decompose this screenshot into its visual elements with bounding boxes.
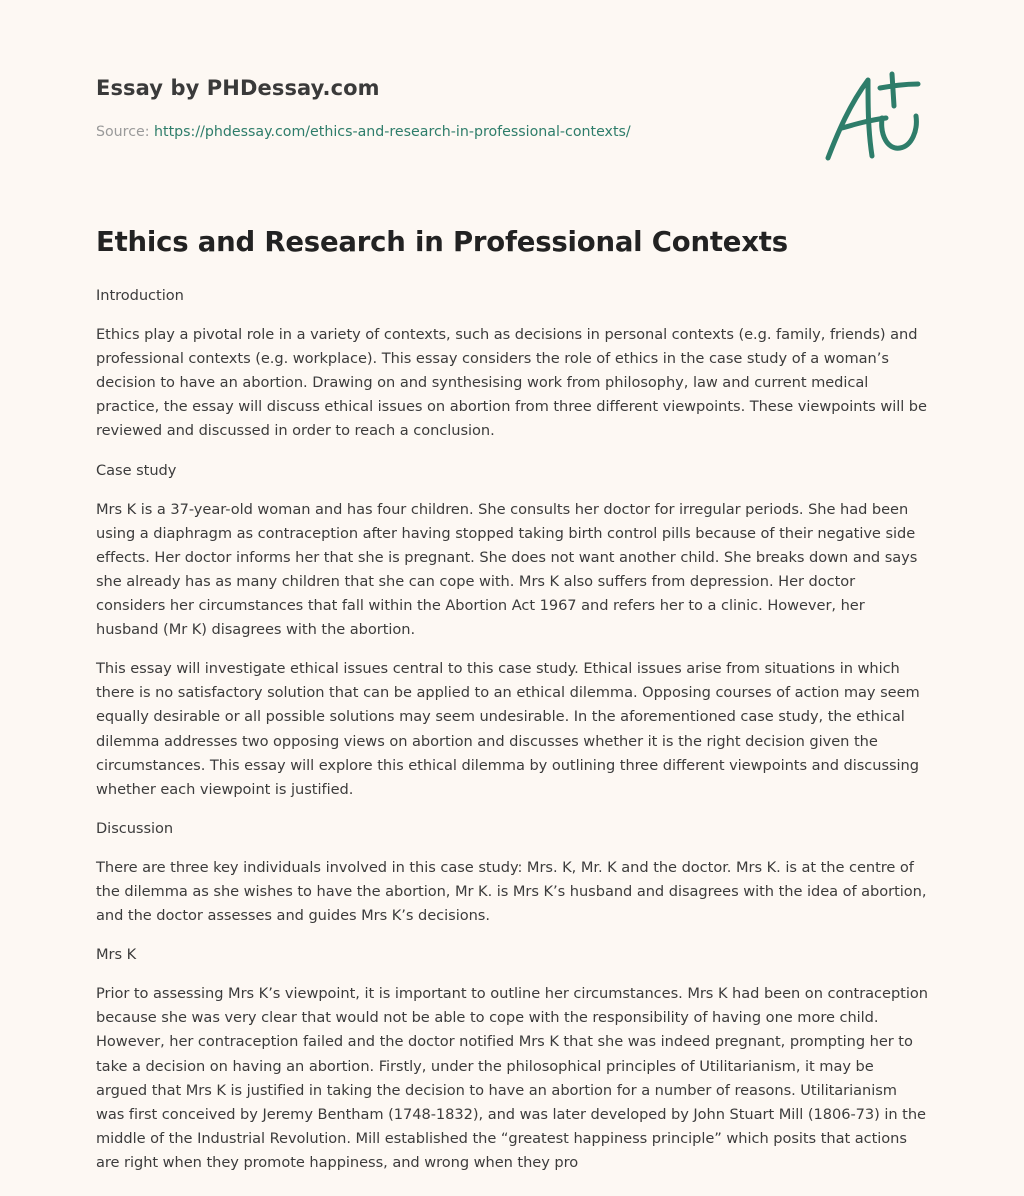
a-plus-logo-icon bbox=[822, 66, 926, 166]
paragraph: This essay will investigate ethical issues central to this case study. Ethical issues arise from situations in which there is no satisfactory solution that can be applied to an ethical dilemma. Opposing courses of action may seem equally desirable or all possible solutions may seem undesirable. In the aforementioned case study, the ethical dilemma addresses two opposing views on abortion and discusses whether it is the right decision given the circumstances. This essay will explore this ethical dilemma by outlining three different viewpoints and discussing whether each viewpoint is justified. bbox=[96, 660, 920, 798]
paragraph: Ethics play a pivotal role in a variety of contexts, such as decisions in personal contexts (e.g. family, friends) and professional contexts (e.g. workplace). This essay considers the role of ethics in the case study of a woman’s decision to have an abortion. Drawing on and synthesising work from philosophy, law and current medical practice, the essay will discuss ethical issues on abortion from three different viewpoints. These viewpoints will be reviewed and discussed in order to reach a conclusion. bbox=[96, 326, 927, 440]
source-label: Source: bbox=[96, 124, 155, 140]
paragraph: Prior to assessing Mrs K’s viewpoint, it is important to outline her circumstances. Mrs K had been on contraception because she was very clear that would not be able to cope with the responsibility of having one more child. However, her contraception failed and the doctor notified Mrs K that she was indeed pregnant, prompting her to take a decision on having an abortion. Firstly, under the philosophical principles of Utilitarianism, it may be argued that Mrs K is justified in taking the decision to have an abortion for a number of reasons. Utilitarianism was first conceived by Jeremy Bentham (1748-1832), and was later developed by John Stuart Mill (1806-73) in the middle of the Industrial Revolution. Mill established the “greatest happiness principle” which posits that actions are right when they promote happiness, and wrong when they pro bbox=[96, 985, 928, 1171]
paragraph: Mrs K is a 37-year-old woman and has four children. She consults her doctor for irregular periods. She had been using a diaphragm as contraception after having stopped taking birth control pills because of their negative side effects. Her doctor informs her that she is pregnant. She does not want another child. She breaks down and says she already has as many children that she can cope with. Mrs K also suffers from depression. Her doctor considers her circumstances that fall within the Abortion Act 1967 and refers her to a clinic. However, her husband (Mr K) disagrees with the abortion. bbox=[96, 500, 918, 639]
section-heading-mrs-k: Mrs K bbox=[96, 946, 137, 964]
source-link[interactable]: https://phdessay.com/ethics-and-research-in-professional-contexts/ bbox=[154, 124, 631, 140]
section-heading-discussion: Discussion bbox=[96, 819, 174, 837]
source-line bbox=[96, 124, 631, 140]
section-heading-case-study: Case study bbox=[96, 461, 177, 479]
essay-title: Ethics and Research in Professional Contexts bbox=[96, 226, 788, 258]
site-brand: Essay by PHDessay.com bbox=[96, 76, 380, 100]
paragraph: There are three key individuals involved in this case study: Mrs. K, Mr. K and the doctor. Mrs K. is at the centre of the dilemma as she wishes to have the abortion, Mr K. is Mrs K’s husband and disagrees with the idea of abortion, and the doctor assesses and guides Mrs K’s decisions. bbox=[96, 858, 927, 925]
essay-body bbox=[96, 284, 928, 1190]
section-heading-introduction: Introduction bbox=[96, 287, 184, 304]
